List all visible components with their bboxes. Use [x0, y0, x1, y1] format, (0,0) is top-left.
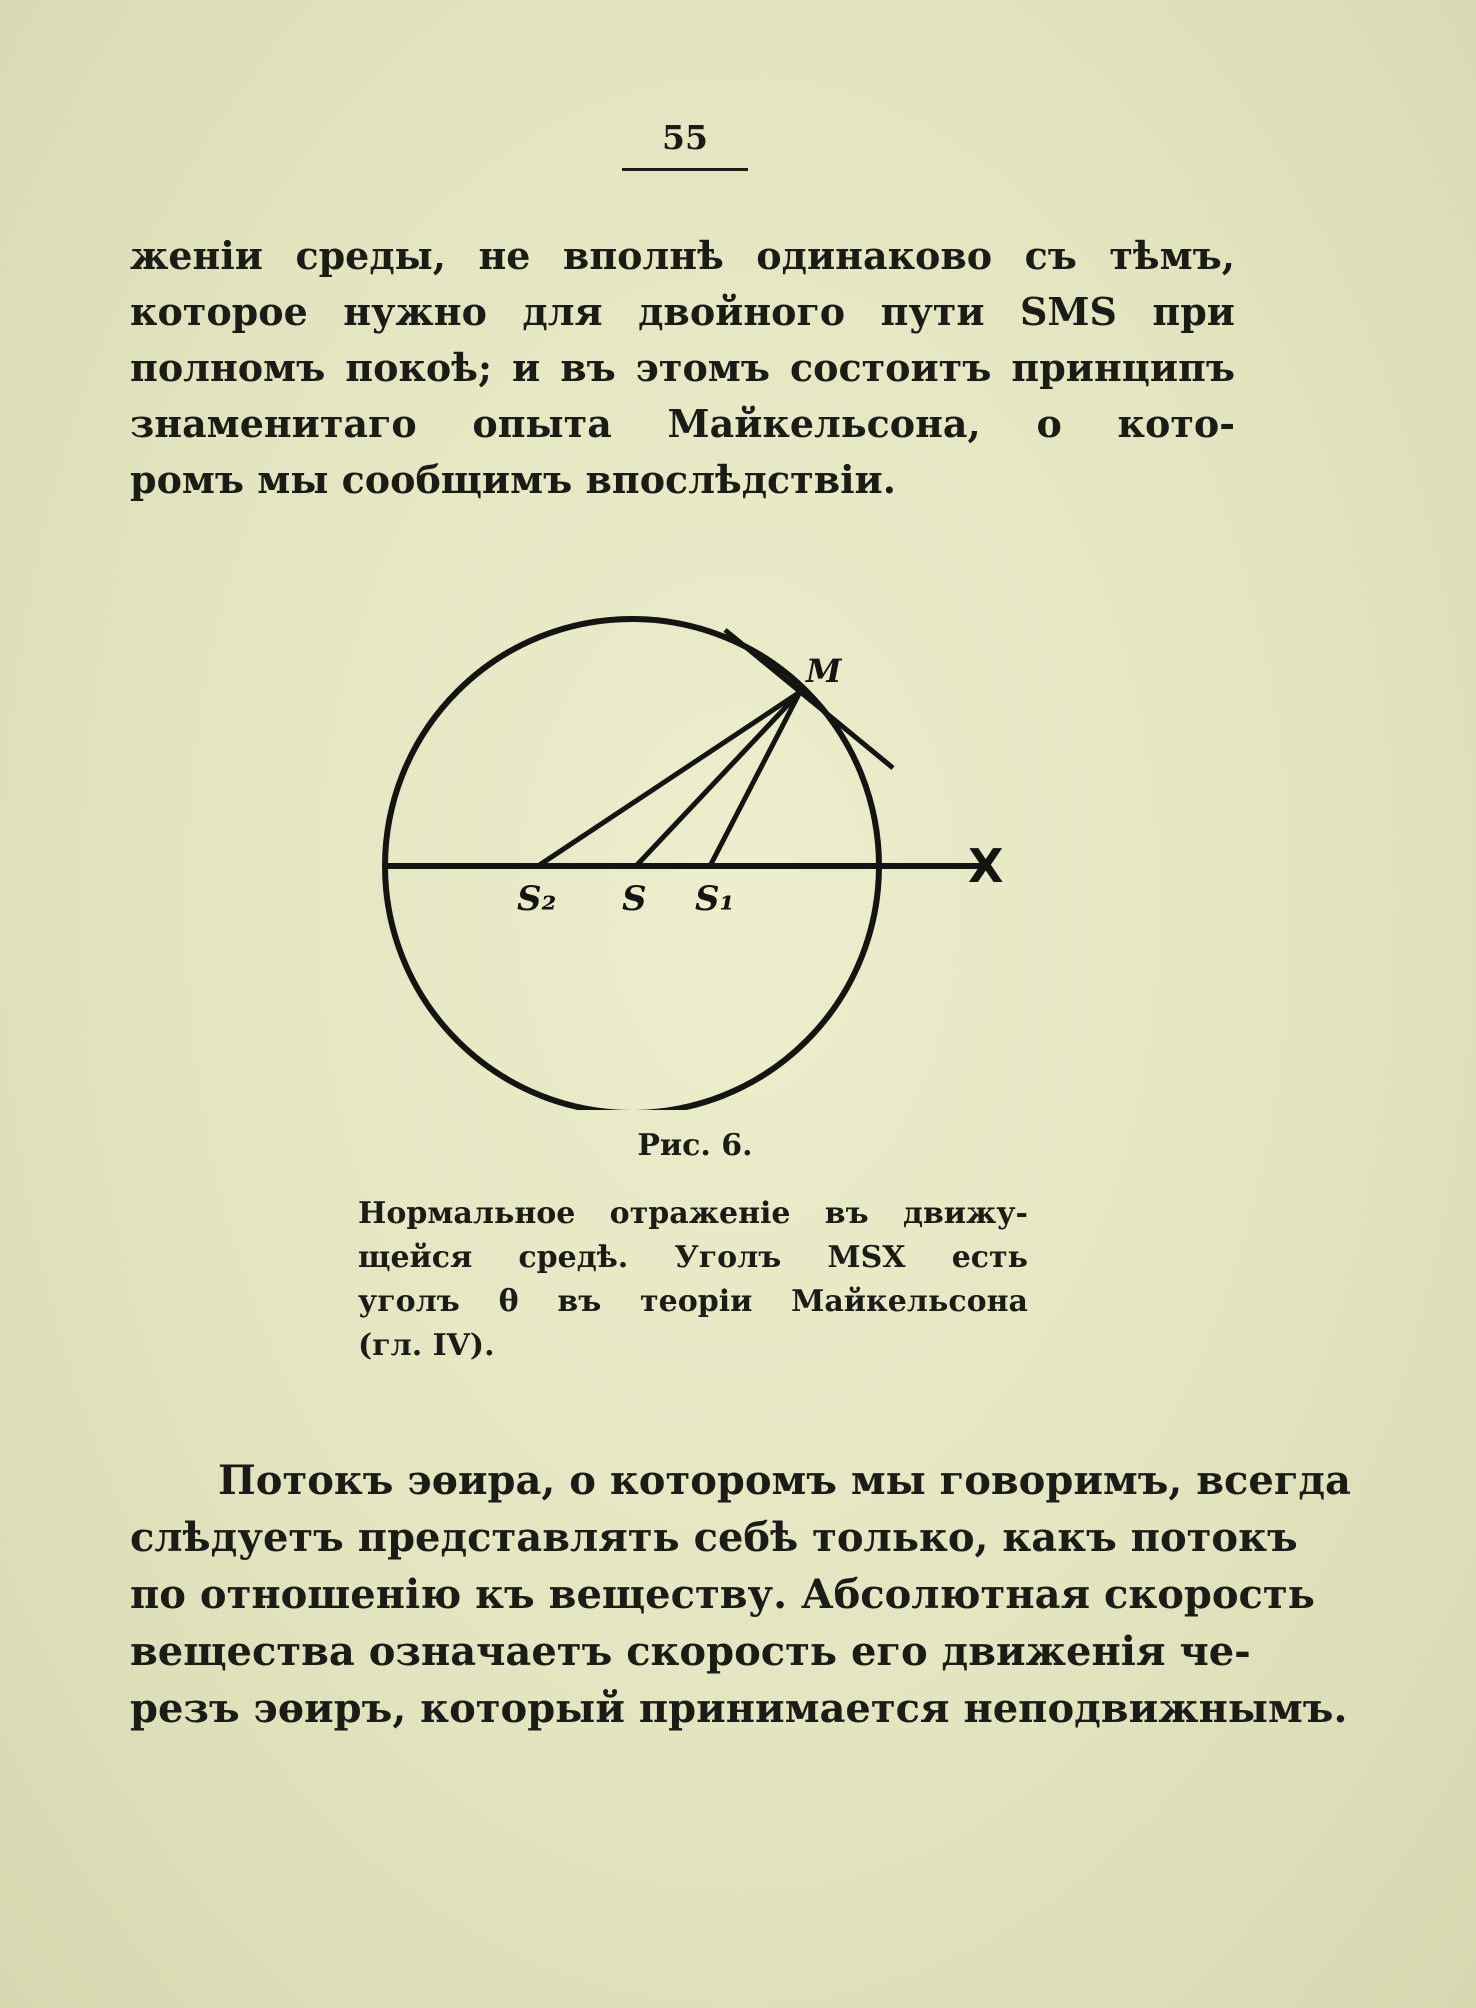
figure-diagram — [360, 610, 1020, 1110]
text-line: знаменитаго опыта Майкельсона, о кото- — [130, 401, 1235, 446]
text-line: которое нужно для двойного пути SMS при — [130, 289, 1235, 334]
ray-s-m — [636, 692, 800, 866]
text-line: вещества означаетъ скорость его движенія че- — [130, 1628, 1251, 1675]
ray-s2-m — [538, 692, 800, 866]
paragraph-top — [130, 228, 1235, 508]
label-s2: S₂ — [517, 879, 557, 919]
text-line: слѣдуетъ представлять себѣ только, какъ потокъ — [130, 1514, 1298, 1561]
paragraph-bottom — [130, 1452, 1351, 1737]
caption-line: Нормальное отраженіе въ движу- — [358, 1196, 1028, 1231]
page-number: 55 — [662, 118, 708, 157]
text-line: Потокъ эѳира, о которомъ мы говоримъ, всегда — [218, 1457, 1351, 1504]
caption-line: уголъ θ въ теоріи Майкельсона — [358, 1284, 1028, 1319]
label-s1: S₁ — [695, 879, 735, 919]
caption-line: (гл. IV). — [358, 1328, 495, 1363]
text-line: резъ эѳиръ, который принимается неподвижнымъ. — [130, 1685, 1348, 1732]
text-line: женіи среды, не вполнѣ одинаково съ тѣмъ, — [130, 233, 1235, 278]
figure-caption — [358, 1192, 1028, 1368]
text-line: полномъ покоѣ; и въ этомъ состоитъ принципъ — [130, 345, 1235, 390]
label-s: S — [622, 879, 647, 919]
label-x: X — [968, 839, 1004, 893]
page-number-rule — [622, 168, 748, 171]
label-m: M — [806, 652, 842, 690]
figure-title: Рис. 6. — [637, 1128, 753, 1163]
text-line: по отношенію къ веществу. Абсолютная скорость — [130, 1571, 1315, 1618]
ray-s1-m — [710, 692, 800, 866]
text-line: ромъ мы сообщимъ впослѣдствіи. — [130, 457, 896, 502]
caption-line: щейся средѣ. Уголъ MSX есть — [358, 1240, 1028, 1275]
